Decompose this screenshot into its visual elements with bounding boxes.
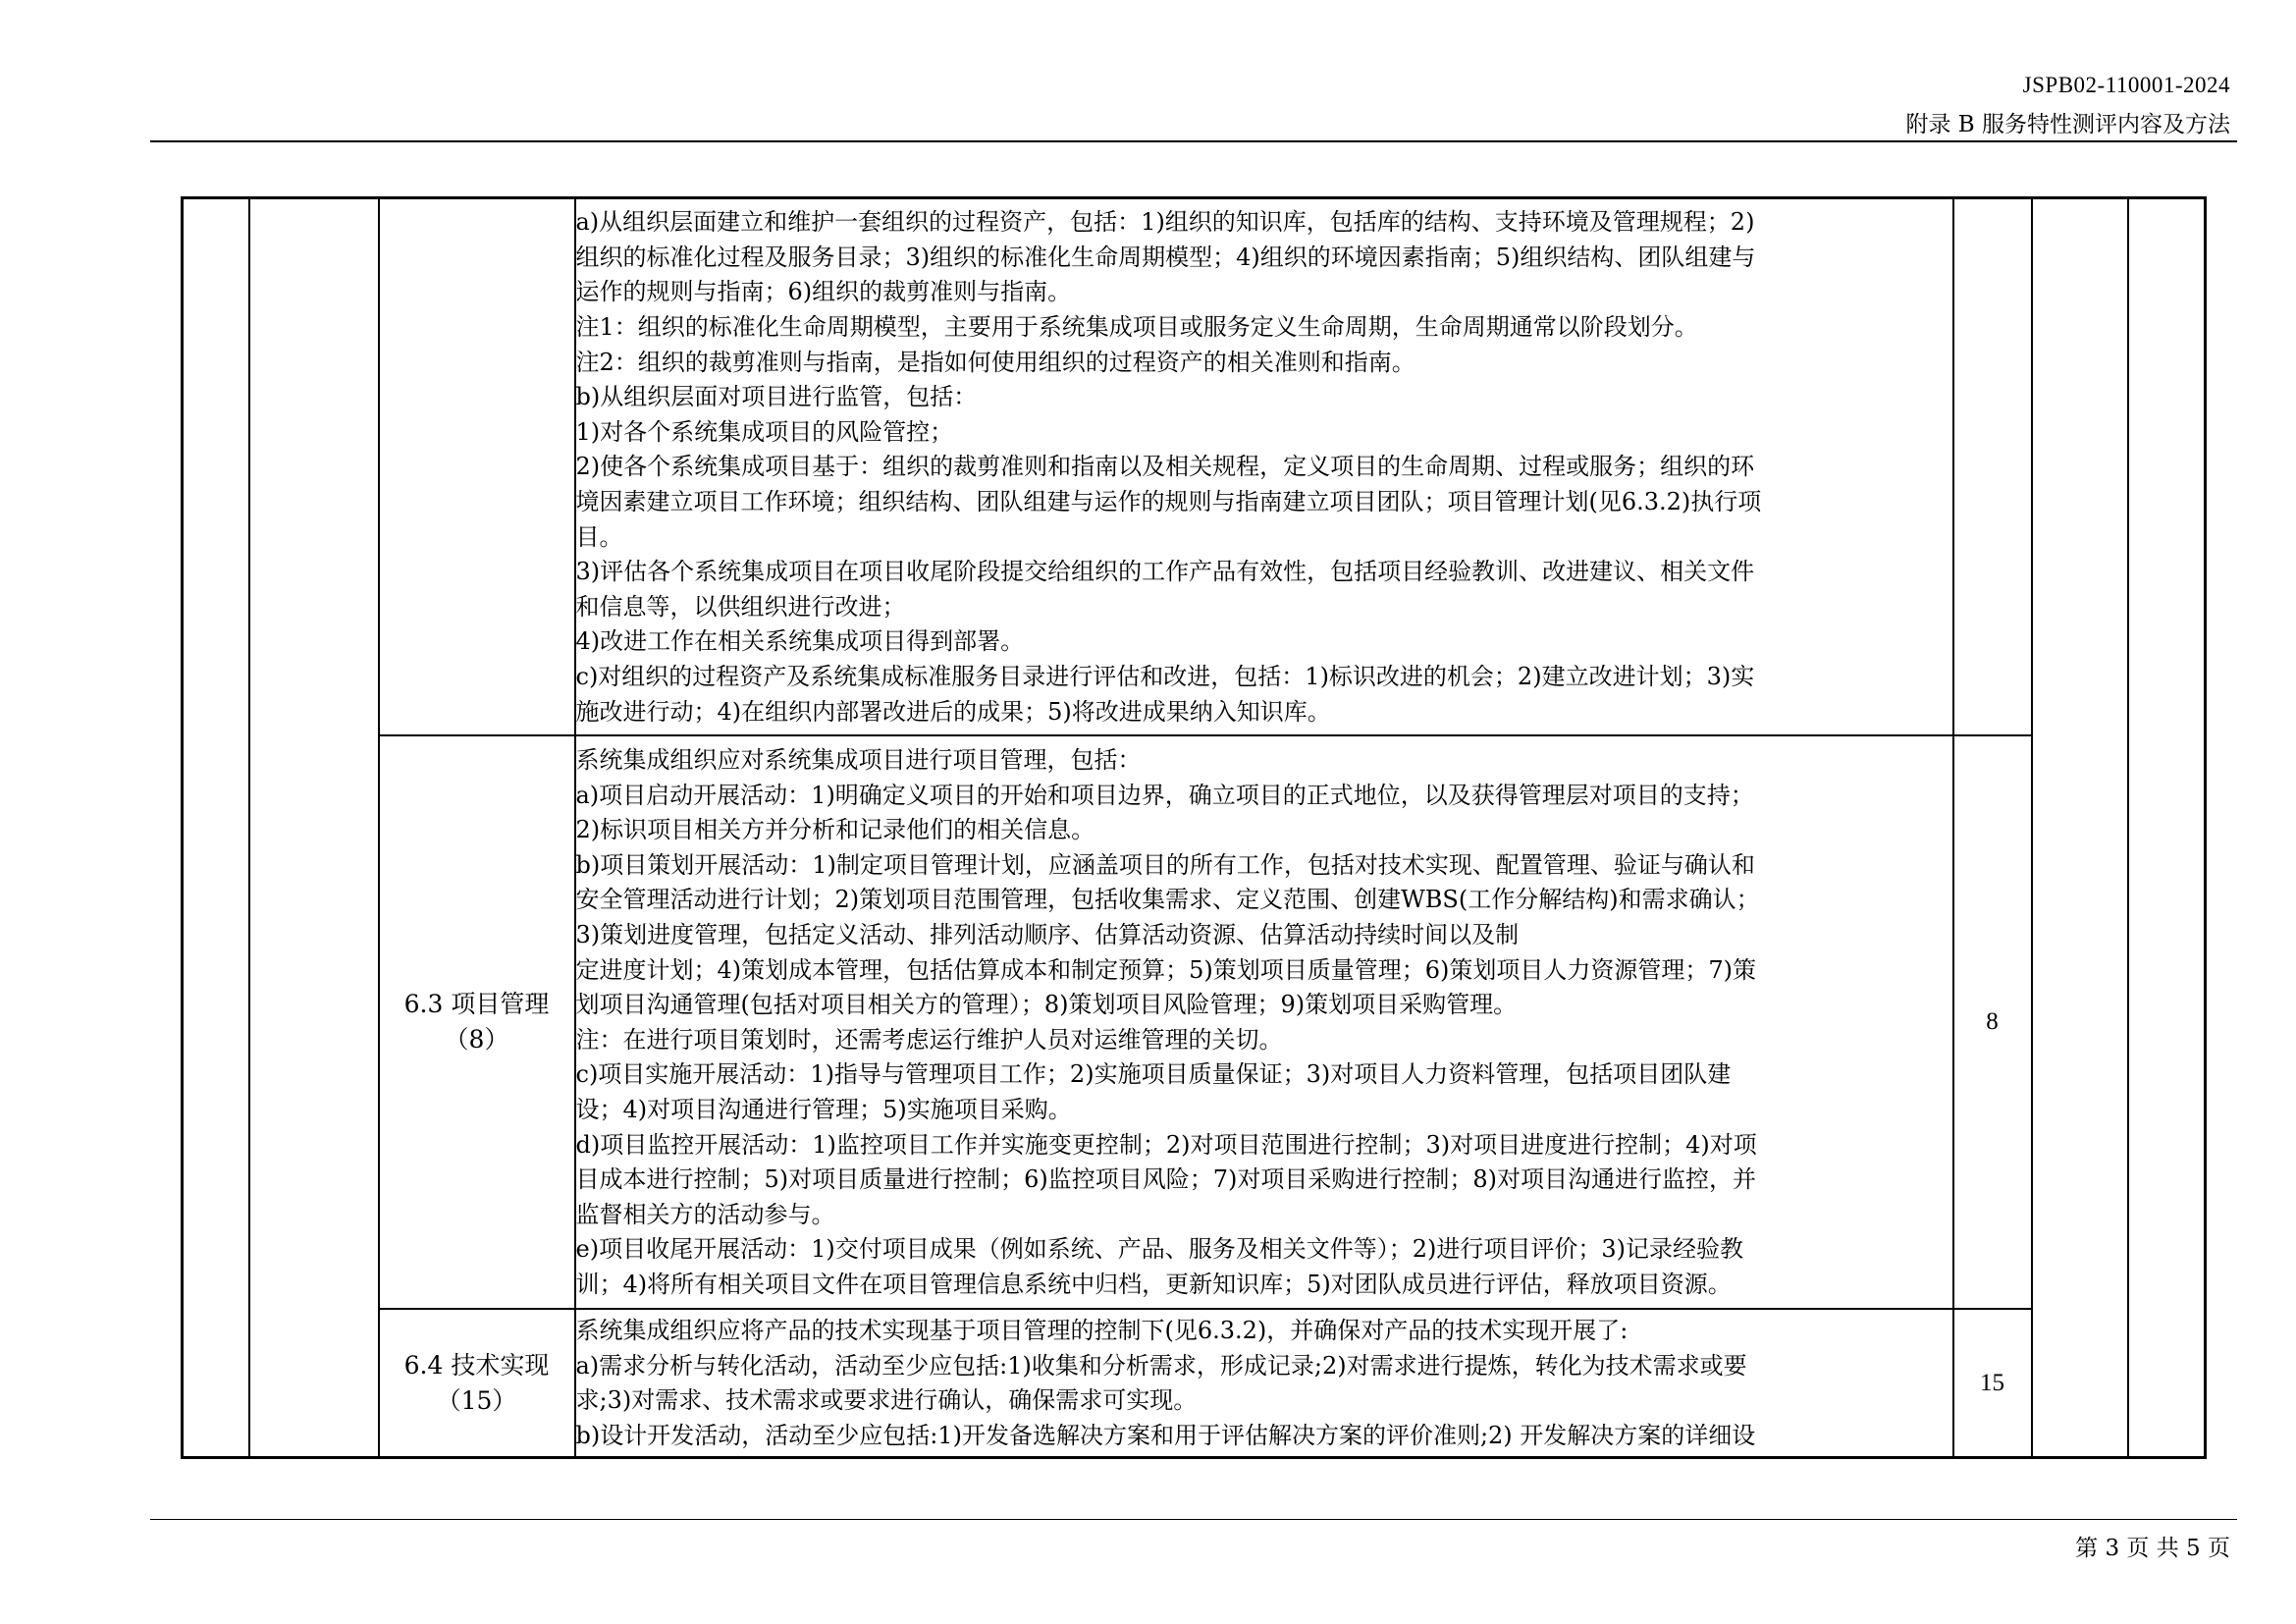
content-line: 2)标识项目相关方并分析和记录他们的相关信息。 — [575, 816, 1095, 844]
header-rule — [150, 140, 2237, 142]
content-line: 目成本进行控制；5)对项目质量进行控制；6)监控项目风险；7)对项目采购进行控制；8)对项目沟通进行监控，并 — [575, 1165, 1757, 1194]
content-line: a)从组织层面建立和维护一套组织的过程资产，包括：1)组织的知识库，包括库的结构、支持环境及管理规程；2) — [575, 208, 1755, 237]
content-line: 和信息等，以供组织进行改进； — [575, 592, 906, 621]
content-line: c)项目实施开展活动：1)指导与管理项目工作；2)实施项目质量保证；3)对项目人力资料管理，包括项目团队建 — [575, 1060, 1732, 1089]
page-number: 第 3 页 共 5 页 — [2075, 1536, 2230, 1561]
blank-cell — [2032, 198, 2128, 1458]
content-line: 3)评估各个系统集成项目在项目收尾阶段提交给组织的工作产品有效性，包括项目经验教训、改进建议、相关文件 — [575, 558, 1755, 586]
section-cell — [379, 735, 575, 1309]
content-line: 注1：组织的标准化生命周期模型，主要用于系统集成项目或服务定义生命周期，生命周期通常以阶段划分。 — [575, 313, 1698, 341]
section-cell — [379, 1309, 575, 1457]
footer-rule — [150, 1519, 2237, 1520]
content-cell — [575, 1309, 1953, 1457]
content-line: 监督相关方的活动参与。 — [575, 1200, 835, 1228]
content-cell — [575, 198, 1953, 735]
content-line: 定进度计划；4)策划成本管理，包括估算成本和制定预算；5)策划项目质量管理；6)策划项目人力资源管理；7)策 — [575, 955, 1757, 984]
content-cell — [575, 735, 1953, 1309]
document-code: JSPB02-110001-2024 — [2022, 73, 2230, 97]
content-line: a)项目启动开展活动：1)明确定义项目的开始和项目边界，确立项目的正式地位，以及获得管理层对项目的支持； — [575, 781, 1754, 809]
content-line: 组织的标准化过程及服务目录；3)组织的标准化生命周期模型；4)组织的环境因素指南；5)组织结构、团队组建与 — [575, 243, 1756, 271]
content-line: 设；4)对项目沟通进行管理；5)实施项目采购。 — [575, 1095, 1072, 1123]
score-cell: 15 — [1953, 1309, 2032, 1457]
content-line: 系统集成组织应对系统集成项目进行项目管理，包括： — [575, 745, 1142, 774]
content-line: 1)对各个系统集成项目的风险管控； — [575, 417, 954, 446]
score-cell — [1953, 198, 2032, 735]
table-row — [183, 735, 2206, 1309]
content-line: 求;3)对需求、技术需求或要求进行确认，确保需求可实现。 — [575, 1386, 1198, 1415]
content-line: b)从组织层面对项目进行监管，包括： — [575, 383, 978, 411]
content-line: b)项目策划开展活动：1)制定项目管理计划，应涵盖项目的所有工作，包括对技术实现、配置管理、验证与确认和 — [575, 850, 1755, 879]
content-line: c)对组织的过程资产及系统集成标准服务目录进行评估和改进，包括：1)标识改进的机会；2)建立改进计划；3)实 — [575, 662, 1755, 690]
blank-cell — [2128, 198, 2206, 1458]
section-score: （15） — [436, 1385, 517, 1415]
score-cell: 8 — [1953, 735, 2032, 1309]
section-title: 6.3 项目管理 — [403, 989, 550, 1018]
content-line: 3)策划进度管理，包括定义活动、排列活动顺序、估算活动资源、估算活动持续时间以及制 — [575, 920, 1520, 948]
content-line: 注2：组织的裁剪准则与指南，是指如何使用组织的过程资产的相关准则和指南。 — [575, 348, 1415, 376]
appendix-title: 附录 B 服务特性测评内容及方法 — [1905, 112, 2230, 137]
section-score: （8） — [444, 1024, 509, 1054]
section-cell — [379, 198, 575, 735]
blank-cell — [249, 198, 379, 1458]
content-line: 运作的规则与指南；6)组织的裁剪准则与指南。 — [575, 278, 1072, 306]
content-line: 施改进行动；4)在组织内部署改进后的成果；5)将改进成果纳入知识库。 — [575, 697, 1331, 726]
content-line: 系统集成组织应将产品的技术实现基于项目管理的控制下(见6.3.2)，并确保对产品的技术实现开展了: — [575, 1317, 1629, 1345]
content-line: e)项目收尾开展活动：1)交付项目成果（例如系统、产品、服务及相关文件等）；2)进行项目评价；3)记录经验教 — [575, 1235, 1743, 1264]
content-line: 4)改进工作在相关系统集成项目得到部署。 — [575, 627, 1025, 656]
content-line: 划项目沟通管理(包括对项目相关方的管理）；8)策划项目风险管理；9)策划项目采购管理。 — [575, 991, 1518, 1019]
content-line: 安全管理活动进行计划；2)策划项目范围管理，包括收集需求、定义范围、创建WBS(工作分解结构)和需求确认； — [575, 886, 1760, 914]
evaluation-table — [181, 196, 2207, 1459]
table-row — [183, 198, 2206, 735]
table-row — [183, 1309, 2206, 1457]
content-line: 训；4)将所有相关项目文件在项目管理信息系统中归档，更新知识库；5)对团队成员进行评估，释放项目资源。 — [575, 1270, 1732, 1298]
content-line: 境因素建立项目工作环境；组织结构、团队组建与运作的规则与指南建立项目团队；项目管理计划(见6.3.2)执行项 — [575, 487, 1762, 515]
content-line: 注：在进行项目策划时，还需考虑运行维护人员对运维管理的关切。 — [575, 1025, 1283, 1054]
section-title: 6.4 技术实现 — [403, 1350, 550, 1380]
content-line: 目。 — [575, 522, 623, 551]
content-line: d)项目监控开展活动：1)监控项目工作并实施变更控制；2)对项目范围进行控制；3)对项目进度进行控制；4)对项 — [575, 1130, 1757, 1159]
content-line: b)设计开发活动，活动至少应包括:1)开发备选解决方案和用于评估解决方案的评价准则;2) 开发解决方案的详细设 — [575, 1421, 1756, 1449]
content-line: a)需求分析与转化活动，活动至少应包括:1)收集和分析需求，形成记录;2)对需求进行提炼，转化为技术需求或要 — [575, 1351, 1747, 1380]
content-line: 2)使各个系统集成项目基于：组织的裁剪准则和指南以及相关规程，定义项目的生命周期、过程或服务；组织的环 — [575, 453, 1755, 481]
blank-cell — [183, 198, 249, 1458]
